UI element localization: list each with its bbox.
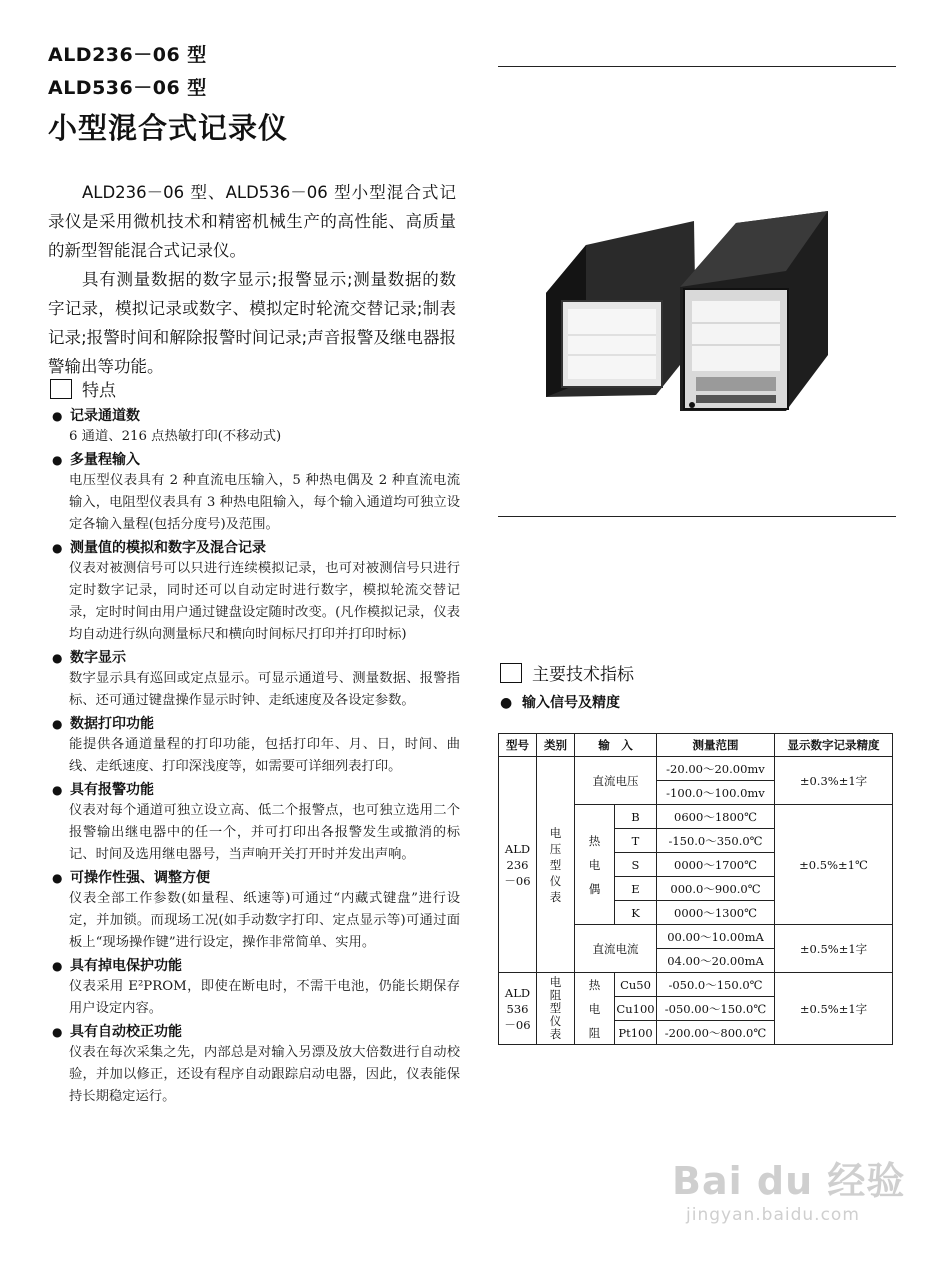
feature-item <box>48 868 460 954</box>
input-group-cell: 热 电 阻 <box>575 973 615 1045</box>
range-cell: 000.0～900.0℃ <box>657 877 775 901</box>
bullet-icon: ● <box>52 453 63 467</box>
input-code-cell: Cu100 <box>615 997 657 1021</box>
bullet-icon: ● <box>500 695 522 711</box>
specs-heading <box>500 660 634 685</box>
input-group-cell: 热 电 偶 <box>575 805 615 925</box>
watermark <box>672 1150 905 1225</box>
feature-title <box>48 450 460 470</box>
range-cell: 00.00～10.00mA <box>657 925 775 949</box>
range-cell: 0000～1300℃ <box>657 901 775 925</box>
feature-title <box>48 868 460 888</box>
specs-subheading <box>500 692 620 712</box>
feature-title-text: 具有自动校正功能 <box>70 1024 182 1040</box>
range-cell: 0000～1700℃ <box>657 853 775 877</box>
feature-title-text: 数字显示 <box>70 650 126 666</box>
feature-item <box>48 780 460 866</box>
bullet-icon: ● <box>52 1025 63 1039</box>
table-row <box>499 757 893 781</box>
range-cell: -200.00～800.0℃ <box>657 1021 775 1045</box>
input-code-cell: E <box>615 877 657 901</box>
features-heading <box>50 376 116 401</box>
range-cell: -050.0～150.0℃ <box>657 973 775 997</box>
feature-item <box>48 406 460 448</box>
feature-title-text: 测量值的模拟和数字及混合记录 <box>70 540 266 556</box>
feature-body: 仪表对每个通道可独立设立高、低二个报警点，也可独立选用二个报警输出继电器中的任一个，并可打印出各报警发生或撤消的标记、时间及选用继电器号，当声响开关打开时并发出声响。 <box>69 803 460 862</box>
feature-item <box>48 956 460 1020</box>
feature-body: 仪表对被测信号可以只进行连续模拟记录，也可对被测信号只进行定时数字记录，同时还可以自动定时进行数字，模拟轮流交替记录，定时时间由用户通过键盘设定随时改变。(凡作模拟记录，仪表均自动进行纵向测量标尺和横向时间标尺打印并打印时标) <box>69 561 460 642</box>
header-range: 测量范围 <box>657 734 775 757</box>
class-cell: 电 压 型 仪 表 <box>537 757 575 973</box>
feature-title-text: 具有报警功能 <box>70 782 154 798</box>
range-cell: -050.00～150.0℃ <box>657 997 775 1021</box>
recorder-image <box>546 205 828 427</box>
table-header-row <box>499 734 893 757</box>
range-cell: -150.0～350.0℃ <box>657 829 775 853</box>
top-rule <box>498 66 896 67</box>
watermark-logo: Bai du 经验 <box>672 1159 906 1203</box>
feature-body: 数字显示具有巡回或定点显示。可显示通道号、测量数据、报警指标、还可通过键盘操作显示时钟、走纸速度及各设定参数。 <box>69 671 460 708</box>
range-cell: 04.00～20.00mA <box>657 949 775 973</box>
input-code-cell: B <box>615 805 657 829</box>
feature-title <box>48 956 460 976</box>
input-cell: 直流电流 <box>575 925 657 973</box>
bullet-icon: ● <box>52 959 63 973</box>
model-number-1: ALD236－06 型 <box>48 44 207 66</box>
feature-item <box>48 1022 460 1108</box>
feature-body: 电压型仪表具有 2 种直流电压输入，5 种热电偶及 2 种直流电流输入，电阻型仪表具有 3 种热电阻输入，每个输入通道均可独立设定各输入量程(包括分度号)及范围。 <box>69 473 460 532</box>
bullet-icon: ● <box>52 651 63 665</box>
model-number-2: ALD536－06 型 <box>48 77 207 99</box>
input-code-cell: S <box>615 853 657 877</box>
feature-body: 6 通道、216 点热敏打印(不移动式) <box>69 429 282 444</box>
features-list <box>48 406 460 1110</box>
input-code-cell: Pt100 <box>615 1021 657 1045</box>
feature-body: 仪表在每次采集之先，内部总是对输入另漂及放大倍数进行自动校验，并加以修正，还设有程序自动跟踪启动电器，因此，仪表能保持长期稳定运行。 <box>69 1045 460 1104</box>
feature-title-text: 具有掉电保护功能 <box>70 958 182 974</box>
feature-body: 仪表全部工作参数(如量程、纸速等)可通过“内藏式键盘”进行设定，并加锁。而现场工况(如手动数字打印、定点显示等)可通过面板上“现场操作键”进行设定，操作非常简单、实用。 <box>69 891 460 950</box>
table-row <box>499 973 893 997</box>
feature-title <box>48 538 460 558</box>
feature-item <box>48 648 460 712</box>
feature-title-text: 记录通道数 <box>70 408 140 424</box>
product-photo <box>546 205 828 427</box>
feature-item <box>48 450 460 536</box>
accuracy-cell: ±0.3%±1字 <box>775 757 893 805</box>
feature-title <box>48 406 460 426</box>
bullet-icon: ● <box>52 409 63 423</box>
range-cell: -100.0～100.0mv <box>657 781 775 805</box>
header-class: 类别 <box>537 734 575 757</box>
bullet-icon: ● <box>52 717 63 731</box>
features-heading-label: 特点 <box>82 381 116 401</box>
feature-body: 能提供各通道量程的打印功能，包括打印年、月、日，时间、曲线、走纸速度、打印深浅度等，如需要可详细列表打印。 <box>69 737 460 774</box>
bullet-icon: ● <box>52 783 63 797</box>
square-box-icon <box>500 663 522 683</box>
bullet-icon: ● <box>52 871 63 885</box>
intro-paragraph-2: 具有测量数据的数字显示;报警显示;测量数据的数字记录，模拟记录或数字、模拟定时轮流交替记录;制表记录;报警时间和解除报警时间记录;声音报警及继电器报警输出等功能。 <box>48 270 456 376</box>
input-code-cell: K <box>615 901 657 925</box>
watermark-url: jingyan.baidu.com <box>686 1205 860 1225</box>
accuracy-cell: ±0.5%±1字 <box>775 973 893 1045</box>
input-code-cell: T <box>615 829 657 853</box>
specs-subheading-label: 输入信号及精度 <box>521 695 620 711</box>
accuracy-cell: ±0.5%±1℃ <box>775 805 893 925</box>
feature-title <box>48 1022 460 1042</box>
page-title: 小型混合式记录仪 <box>48 111 289 145</box>
feature-title-text: 多量程输入 <box>70 452 140 468</box>
accuracy-cell: ±0.5%±1字 <box>775 925 893 973</box>
class-cell: 电 阻 型 仪 表 <box>537 973 575 1045</box>
input-cell: 直流电压 <box>575 757 657 805</box>
model-cell: ALD 536 －06 <box>499 973 537 1045</box>
feature-title-text: 数据打印功能 <box>70 716 154 732</box>
model-cell: ALD 236 －06 <box>499 757 537 973</box>
spec-table <box>498 733 893 1045</box>
feature-title <box>48 780 460 800</box>
range-cell: 0600～1800℃ <box>657 805 775 829</box>
header-input: 输 入 <box>575 734 657 757</box>
range-cell: -20.00～20.00mv <box>657 757 775 781</box>
feature-item <box>48 538 460 646</box>
specs-heading-label: 主要技术指标 <box>532 665 634 685</box>
input-code-cell: Cu50 <box>615 973 657 997</box>
header-accuracy: 显示数字记录精度 <box>775 734 893 757</box>
feature-item <box>48 714 460 778</box>
feature-body: 仪表采用 E²PROM，即使在断电时，不需干电池，仍能长期保存用户设定内容。 <box>69 979 460 1016</box>
header-model: 型号 <box>499 734 537 757</box>
feature-title <box>48 714 460 734</box>
intro-paragraph-1: ALD236－06 型、ALD536－06 型小型混合式记录仪是采用微机技术和精密机械生产的高性能、高质量的新型智能混合式记录仪。 <box>48 183 456 260</box>
middle-rule <box>498 516 896 517</box>
feature-title <box>48 648 460 668</box>
square-box-icon <box>50 379 72 399</box>
feature-title-text: 可操作性强、调整方便 <box>70 870 210 886</box>
bullet-icon: ● <box>52 541 63 555</box>
